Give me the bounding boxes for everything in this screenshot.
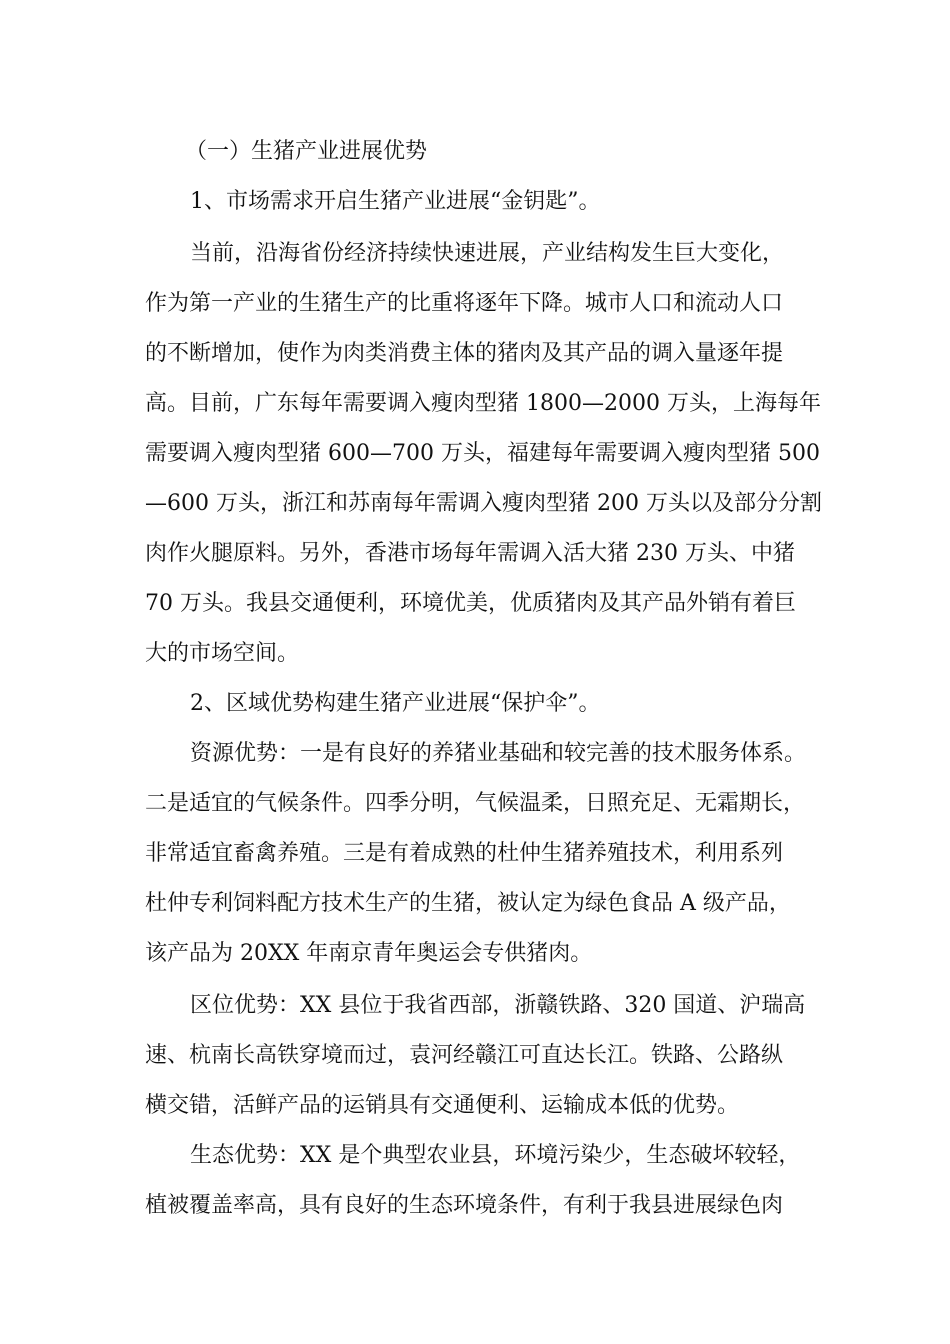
paragraph-line: 二是适宜的气候条件。四季分明，气候温柔，日照充足、无霜期长， [145,791,806,816]
subheading-regional-advantage: 2、区域优势构建生猪产业进展“保护伞”。 [190,691,601,716]
paragraph-line: 大的市场空间。 [145,641,300,666]
paragraph-line: 横交错，活鲜产品的运销具有交通便利、运输成本低的优势。 [145,1093,740,1118]
paragraph-line: 资源优势：一是有良好的养猪业基础和较完善的技术服务体系。 [190,741,807,766]
paragraph-line: 肉作火腿原料。另外，香港市场每年需调入活大猪 230 万头、中猪 [145,541,795,566]
paragraph-line: 高。目前，广东每年需要调入瘦肉型猪 1800—2000 万头，上海每年 [145,391,821,416]
paragraph-line: 的不断增加，使作为肉类消费主体的猪肉及其产品的调入量逐年提 [145,341,784,366]
paragraph-line: 生态优势：XX 是个典型农业县，环境污染少，生态破坏较轻， [190,1143,801,1168]
section-heading: （一）生猪产业进展优势 [185,139,428,164]
paragraph-line: 需要调入瘦肉型猪 600—700 万头，福建每年需要调入瘦肉型猪 500 [145,441,820,466]
paragraph-line: 速、杭南长高铁穿境而过，袁河经赣江可直达长江。铁路、公路纵 [145,1043,784,1068]
paragraph-line: 该产品为 20XX 年南京青年奥运会专供猪肉。 [145,941,593,966]
paragraph-line: 作为第一产业的生猪生产的比重将逐年下降。城市人口和流动人口 [145,291,784,316]
paragraph-line: 当前，沿海省份经济持续快速进展，产业结构发生巨大变化， [190,241,785,266]
paragraph-line: 区位优势：XX 县位于我省西部，浙赣铁路、320 国道、沪瑞高 [190,993,806,1018]
paragraph-line: 杜仲专利饲料配方技术生产的生猪，被认定为绿色食品 A 级产品， [145,891,791,916]
paragraph-line: 植被覆盖率高，具有良好的生态环境条件，有利于我县进展绿色肉 [145,1193,784,1218]
paragraph-line: —600 万头，浙江和苏南每年需调入瘦肉型猪 200 万头以及部分分割 [145,491,822,516]
subheading-market-demand: 1、市场需求开启生猪产业进展“金钥匙”。 [190,189,601,214]
paragraph-line: 70 万头。我县交通便利，环境优美，优质猪肉及其产品外销有着巨 [145,591,796,616]
paragraph-line: 非常适宜畜禽养殖。三是有着成熟的杜仲生猪养殖技术，利用系列 [145,841,784,866]
